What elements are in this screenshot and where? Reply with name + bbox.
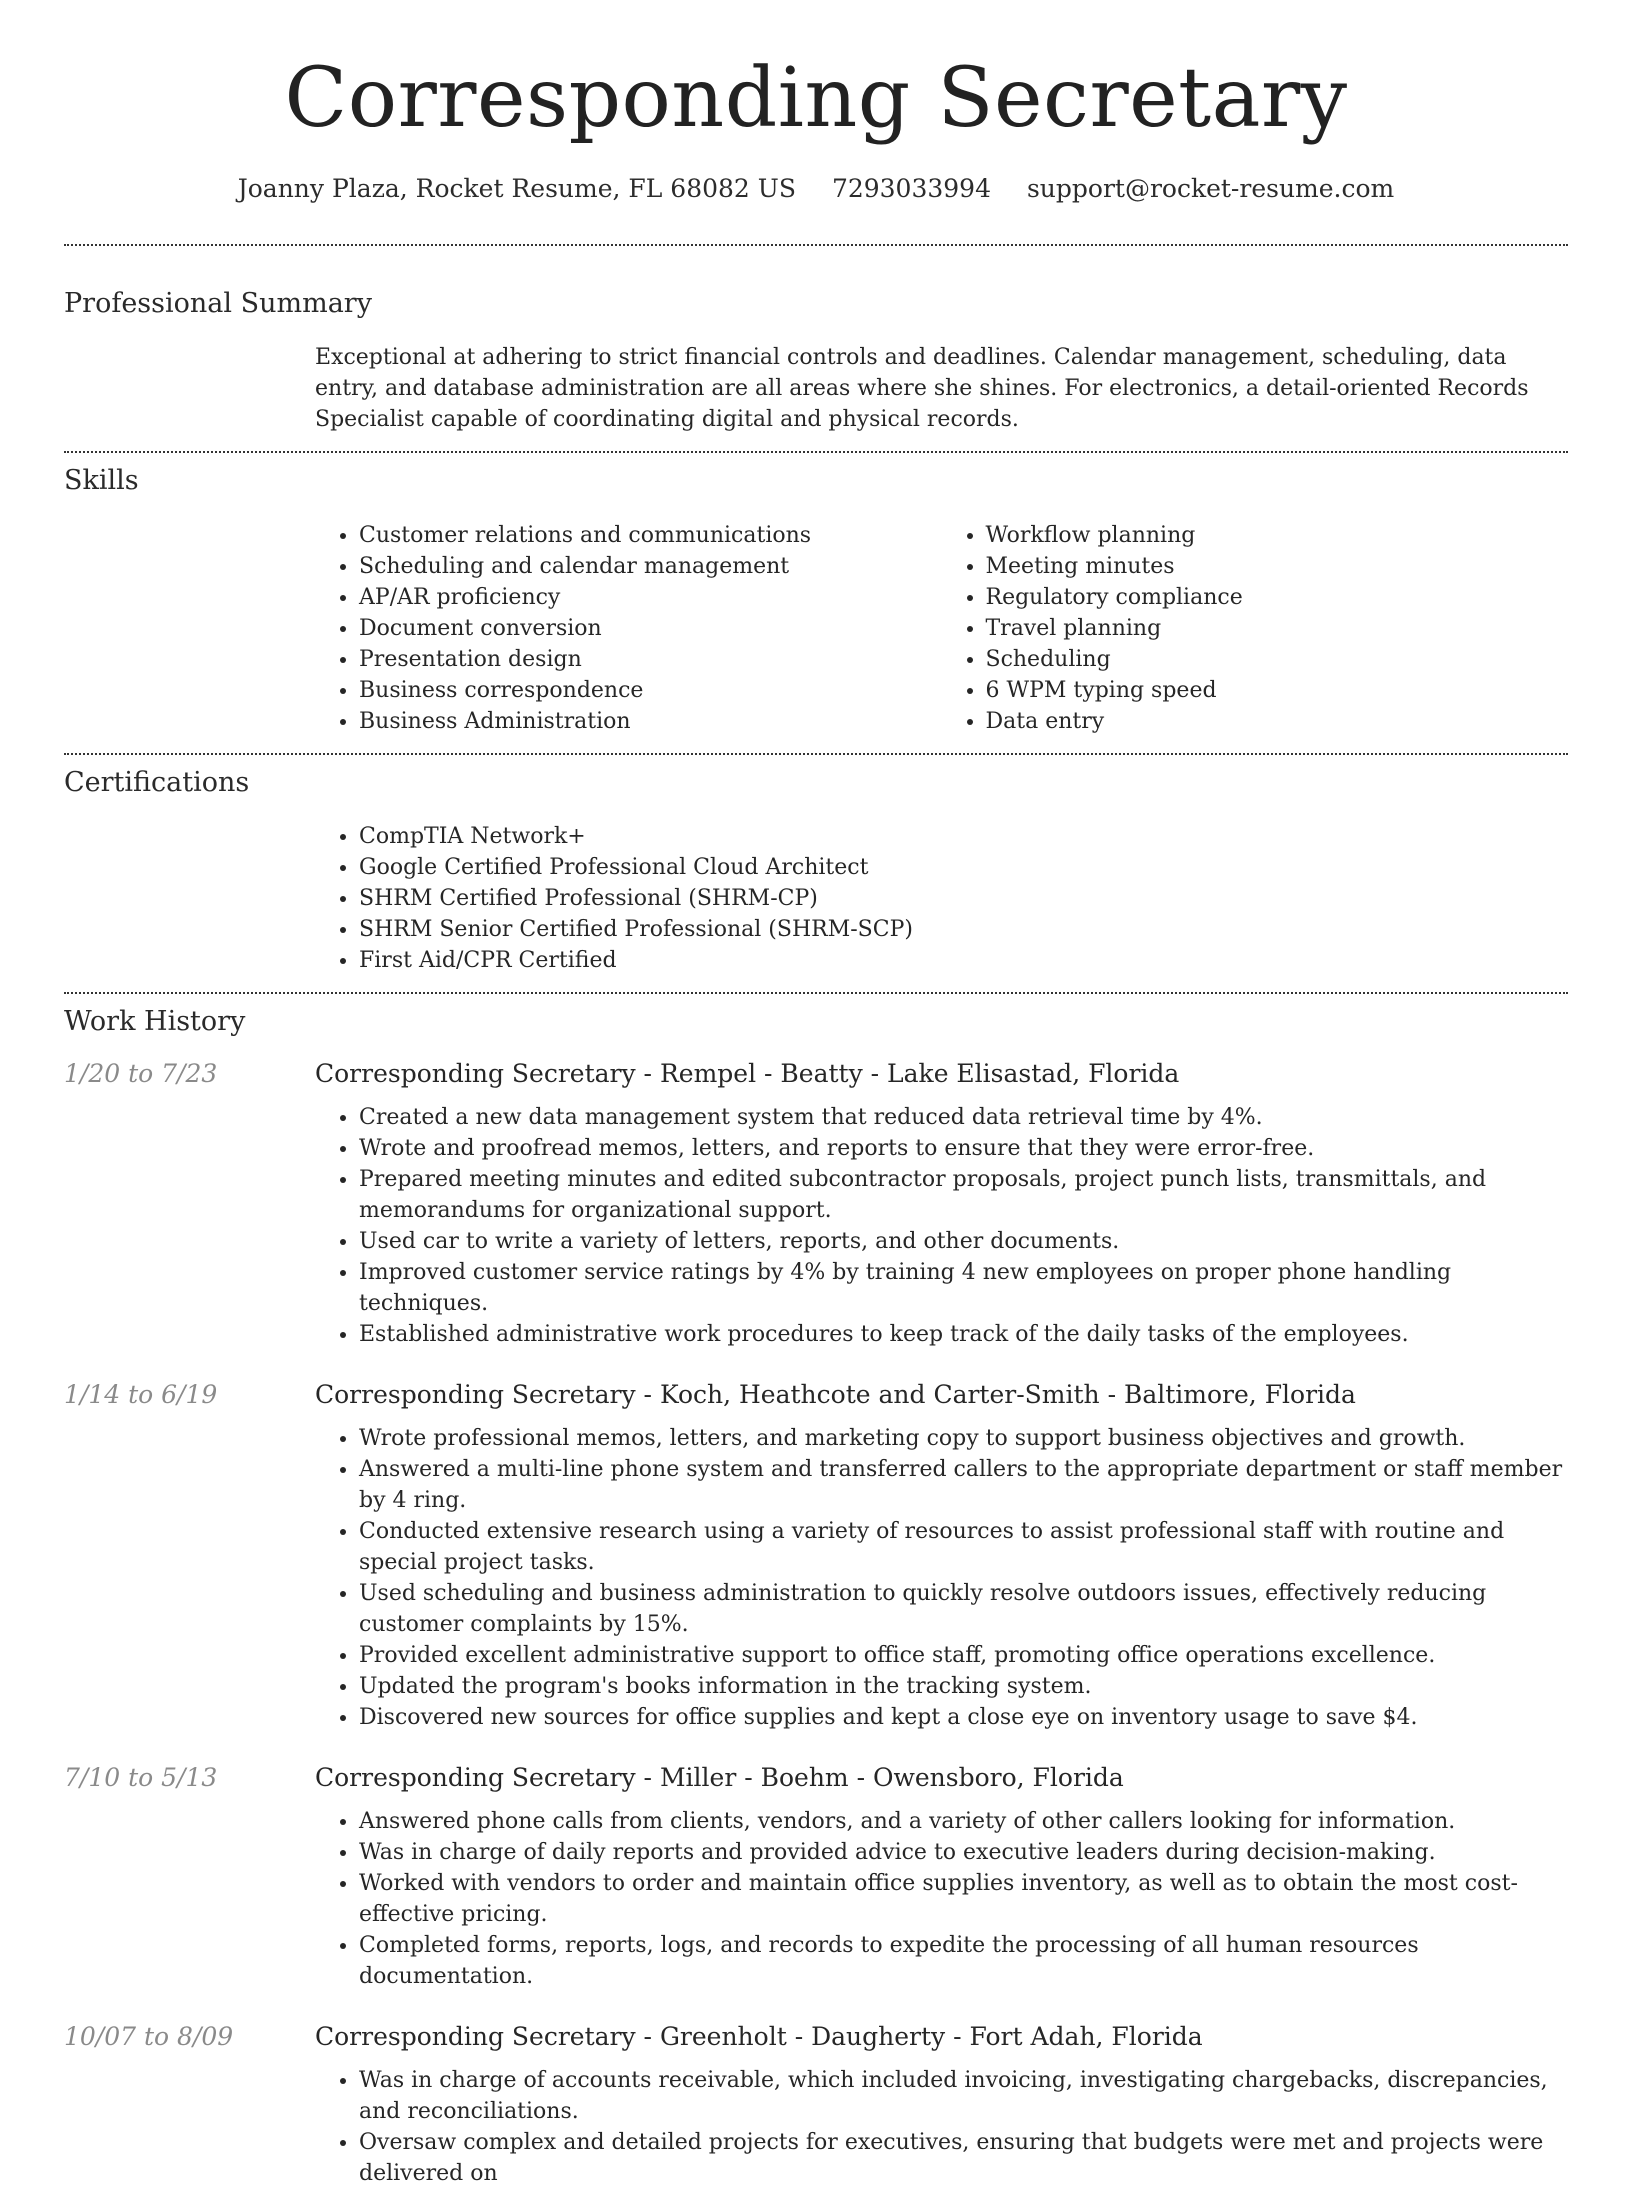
skill-item: • AP/AR proficiency (359, 582, 942, 613)
skill-item: • Scheduling and calendar management (359, 551, 942, 582)
job-header (64, 1059, 1568, 1088)
divider (64, 992, 1568, 994)
job-dates: 1/20 to 7/23 (64, 1058, 218, 1088)
job-details (315, 2065, 1568, 2189)
skill-item: • Workflow planning (986, 520, 1569, 551)
divider (64, 244, 1568, 246)
contact-address: Joanny Plaza, Rocket Resume, FL 68082 US (237, 174, 796, 203)
job-title: Corresponding Secretary - Miller - Boehm - Owensboro, Florida (315, 1762, 1124, 1792)
skill-item: • Document conversion (359, 613, 942, 644)
skills-list (315, 520, 1568, 737)
job-bullet: • Worked with vendors to order and maintain office supplies inventory, as well as to obtain the most cost-effective pricing. (359, 1868, 1568, 1930)
resume-name: Corresponding Secretary (284, 51, 1348, 146)
job-details (315, 1806, 1568, 1992)
job-dates: 7/10 to 5/13 (64, 1762, 218, 1792)
job-bullet: • Was in charge of daily reports and provided advice to executive leaders during decision-making. (359, 1837, 1568, 1868)
job-bullet: • Improved customer service ratings by 4% by training 4 new employees on proper phone handling techniques. (359, 1257, 1568, 1319)
skill-item: • Presentation design (359, 644, 942, 675)
skill-item: • Meeting minutes (986, 551, 1569, 582)
certifications-body (315, 821, 1568, 976)
section-title-certifications: Certifications (64, 766, 250, 798)
job-bullet: • Was in charge of accounts receivable, which included invoicing, investigating chargebacks, discrepancies, and reconciliations. (359, 2065, 1568, 2127)
skill-item: • Regulatory compliance (986, 582, 1569, 613)
job-header (64, 2022, 1568, 2051)
job-bullet: • Wrote and proofread memos, letters, and reports to ensure that they were error-free. (359, 1133, 1568, 1164)
contact-email: support@rocket-resume.com (1026, 174, 1395, 203)
job-details (315, 1423, 1568, 1733)
certification-item: • SHRM Senior Certified Professional (SHRM-SCP) (359, 914, 1568, 945)
job-bullet: • Used scheduling and business administration to quickly resolve outdoors issues, effectively reducing customer complaints by 15%. (359, 1578, 1568, 1640)
skill-item: • Travel planning (986, 613, 1569, 644)
job-bullets (315, 2065, 1568, 2189)
job-header (64, 1380, 1568, 1409)
certification-item: • CompTIA Network+ (359, 821, 1568, 852)
contact-line (64, 174, 1568, 204)
certification-item: • First Aid/CPR Certified (359, 945, 1568, 976)
job-bullet: • Provided excellent administrative support to office staff, promoting office operations excellence. (359, 1640, 1568, 1671)
section-title-skills: Skills (64, 465, 139, 497)
job-bullet: • Established administrative work procedures to keep track of the daily tasks of the employees. (359, 1319, 1568, 1350)
job-bullet: • Updated the program's books information in the tracking system. (359, 1671, 1568, 1702)
job-bullets (315, 1423, 1568, 1733)
divider (64, 451, 1568, 453)
certification-item: • Google Certified Professional Cloud Architect (359, 852, 1568, 883)
job-title: Corresponding Secretary - Greenholt - Daugherty - Fort Adah, Florida (315, 2021, 1203, 2051)
divider (64, 753, 1568, 755)
summary-text: Exceptional at adhering to strict financial controls and deadlines. Calendar management, scheduling, data entry, and database administration are all areas where she shines. For electronics, a detail-oriented Records Specialist capable of coordinating digital and physical records. (315, 345, 1529, 433)
skill-item: • Data entry (986, 706, 1569, 737)
resume-page (64, 0, 1568, 2189)
job-bullet: • Used car to write a variety of letters, reports, and other documents. (359, 1226, 1568, 1257)
skills-column-right (942, 520, 1569, 737)
certification-item: • SHRM Certified Professional (SHRM-CP) (359, 883, 1568, 914)
job-bullet: • Oversaw complex and detailed projects for executives, ensuring that budgets were met and projects were delivered on (359, 2127, 1568, 2189)
section-title-work-history: Work History (64, 1006, 246, 1038)
skill-item: • 6 WPM typing speed (986, 675, 1569, 706)
certifications-list (315, 821, 1568, 976)
contact-phone: 7293033994 (831, 174, 991, 203)
job-dates: 10/07 to 8/09 (64, 2021, 234, 2051)
skill-item: • Scheduling (986, 644, 1569, 675)
skill-item: • Business Administration (359, 706, 942, 737)
skill-item: • Customer relations and communications (359, 520, 942, 551)
job-title: Corresponding Secretary - Rempel - Beatty - Lake Elisastad, Florida (315, 1058, 1180, 1088)
job-dates: 1/14 to 6/19 (64, 1379, 218, 1409)
job-bullets (315, 1102, 1568, 1350)
job-details (315, 1102, 1568, 1350)
job-title: Corresponding Secretary - Koch, Heathcote and Carter-Smith - Baltimore, Florida (315, 1379, 1356, 1409)
job-header (64, 1763, 1568, 1792)
summary-body (315, 342, 1568, 435)
skills-column-left (315, 520, 942, 737)
job-bullet: • Prepared meeting minutes and edited subcontractor proposals, project punch lists, transmittals, and memorandums for organizational support. (359, 1164, 1568, 1226)
skill-item: • Business correspondence (359, 675, 942, 706)
job-bullets (315, 1806, 1568, 1992)
job-bullet: • Conducted extensive research using a variety of resources to assist professional staff with routine and special project tasks. (359, 1516, 1568, 1578)
job-bullet: • Answered phone calls from clients, vendors, and a variety of other callers looking for information. (359, 1806, 1568, 1837)
job-bullet: • Created a new data management system that reduced data retrieval time by 4%. (359, 1102, 1568, 1133)
job-bullet: • Wrote professional memos, letters, and marketing copy to support business objectives and growth. (359, 1423, 1568, 1454)
job-bullet: • Answered a multi-line phone system and transferred callers to the appropriate department or staff member by 4 ring. (359, 1454, 1568, 1516)
job-bullet: • Completed forms, reports, logs, and records to expedite the processing of all human resources documentation. (359, 1930, 1568, 1992)
section-title-summary: Professional Summary (64, 288, 372, 319)
job-bullet: • Discovered new sources for office supplies and kept a close eye on inventory usage to save $4. (359, 1702, 1568, 1733)
